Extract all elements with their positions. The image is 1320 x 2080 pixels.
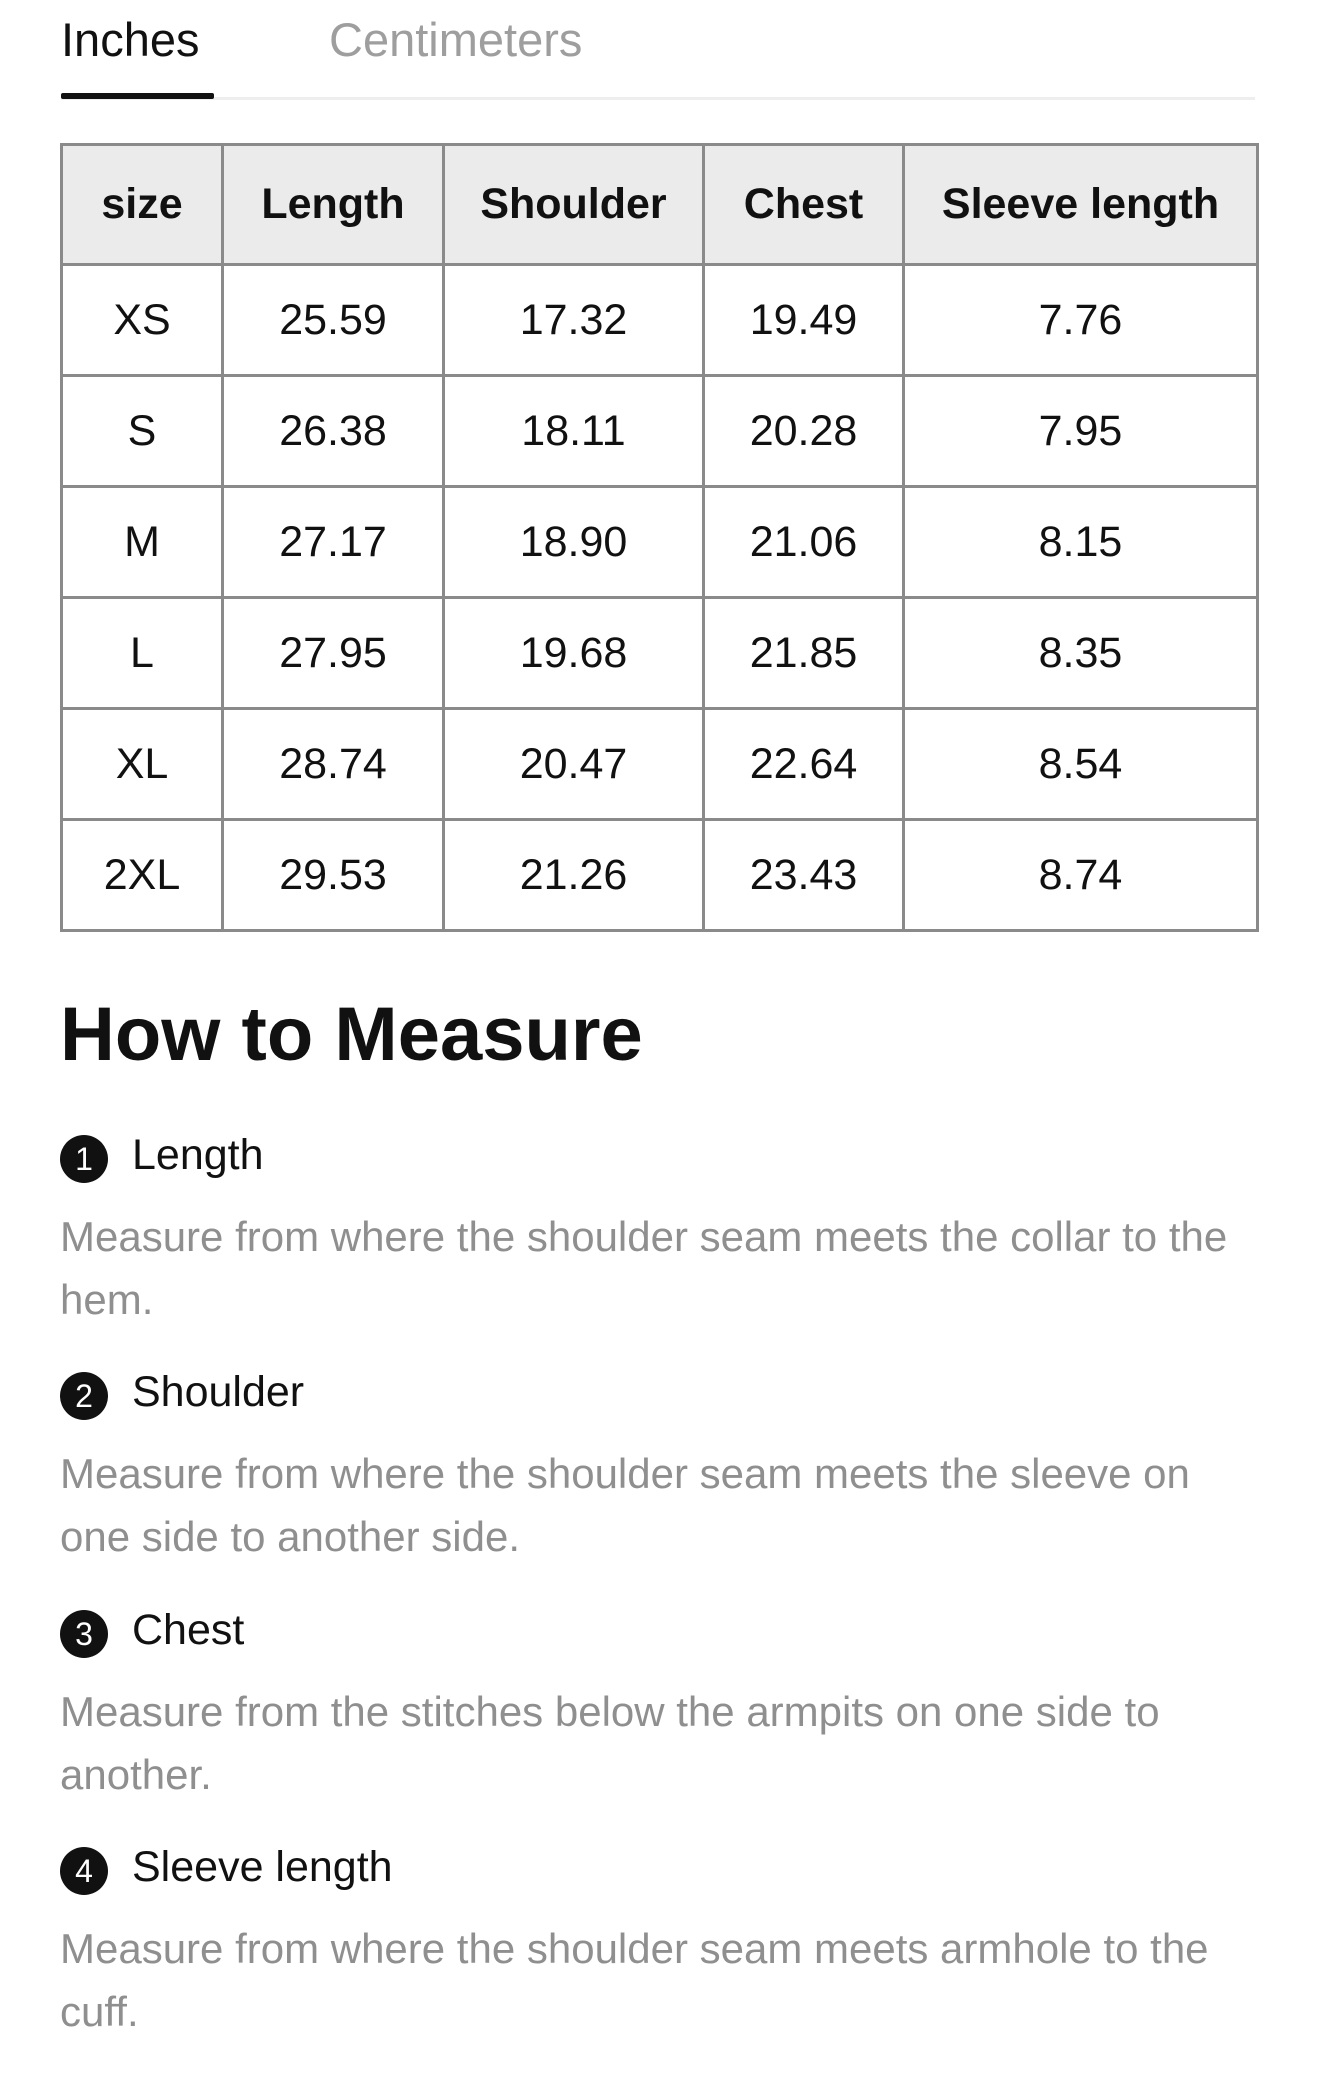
measure-step-chest — [60, 1600, 1260, 1798]
active-tab-indicator — [61, 93, 214, 99]
cell-sleeve-length: 7.76 — [904, 265, 1258, 376]
cell-sleeve-length: 8.54 — [904, 709, 1258, 820]
number-2-icon: 2 — [60, 1372, 108, 1420]
table-row — [62, 376, 1258, 487]
cell-size: XS — [62, 265, 223, 376]
step-description: Measure from the stitches below the armpits on one side to another. — [60, 1688, 1160, 1798]
table-header-row — [62, 145, 1258, 265]
step-label: Length — [132, 1131, 264, 1179]
cell-chest: 19.49 — [704, 265, 904, 376]
table-row — [62, 265, 1258, 376]
cell-length: 25.59 — [223, 265, 444, 376]
cell-size: L — [62, 598, 223, 709]
cell-length: 28.74 — [223, 709, 444, 820]
table-row — [62, 820, 1258, 931]
cell-sleeve-length: 8.35 — [904, 598, 1258, 709]
step-description: Measure from where the shoulder seam meets armhole to the cuff. — [60, 1925, 1209, 2035]
cell-size: 2XL — [62, 820, 223, 931]
cell-chest: 21.06 — [704, 487, 904, 598]
header-chest: Chest — [704, 145, 904, 265]
header-size: size — [62, 145, 223, 265]
number-3-icon: 3 — [60, 1610, 108, 1658]
cell-length: 27.17 — [223, 487, 444, 598]
cell-shoulder: 18.11 — [444, 376, 704, 487]
cell-shoulder: 18.90 — [444, 487, 704, 598]
cell-sleeve-length: 8.74 — [904, 820, 1258, 931]
cell-chest: 22.64 — [704, 709, 904, 820]
cell-size: S — [62, 376, 223, 487]
cell-shoulder: 21.26 — [444, 820, 704, 931]
cell-shoulder: 17.32 — [444, 265, 704, 376]
tab-centimeters[interactable]: Centimeters — [329, 13, 583, 66]
table-row — [62, 598, 1258, 709]
measure-step-length — [60, 1125, 1260, 1323]
cell-length: 27.95 — [223, 598, 444, 709]
measure-step-shoulder — [60, 1362, 1260, 1560]
step-label: Shoulder — [132, 1368, 305, 1416]
cell-shoulder: 19.68 — [444, 598, 704, 709]
header-sleeve-length: Sleeve length — [904, 145, 1258, 265]
how-to-measure-title: How to Measure — [60, 992, 643, 1077]
cell-sleeve-length: 7.95 — [904, 376, 1258, 487]
table-row — [62, 487, 1258, 598]
cell-sleeve-length: 8.15 — [904, 487, 1258, 598]
tab-inches[interactable]: Inches — [61, 13, 200, 66]
cell-chest: 23.43 — [704, 820, 904, 931]
step-label: Chest — [132, 1606, 245, 1654]
cell-chest: 20.28 — [704, 376, 904, 487]
measure-step-sleeve-length — [60, 1837, 1260, 2035]
cell-size: XL — [62, 709, 223, 820]
table-row — [62, 709, 1258, 820]
size-chart-table — [60, 143, 1259, 932]
step-label: Sleeve length — [132, 1843, 393, 1891]
unit-tabs — [61, 0, 1255, 100]
cell-size: M — [62, 487, 223, 598]
step-description: Measure from where the shoulder seam meets the sleeve on one side to another side. — [60, 1450, 1190, 1560]
cell-shoulder: 20.47 — [444, 709, 704, 820]
cell-length: 26.38 — [223, 376, 444, 487]
cell-chest: 21.85 — [704, 598, 904, 709]
header-shoulder: Shoulder — [444, 145, 704, 265]
cell-length: 29.53 — [223, 820, 444, 931]
header-length: Length — [223, 145, 444, 265]
step-description: Measure from where the shoulder seam meets the collar to the hem. — [60, 1213, 1228, 1323]
number-4-icon: 4 — [60, 1847, 108, 1895]
number-1-icon: 1 — [60, 1135, 108, 1183]
